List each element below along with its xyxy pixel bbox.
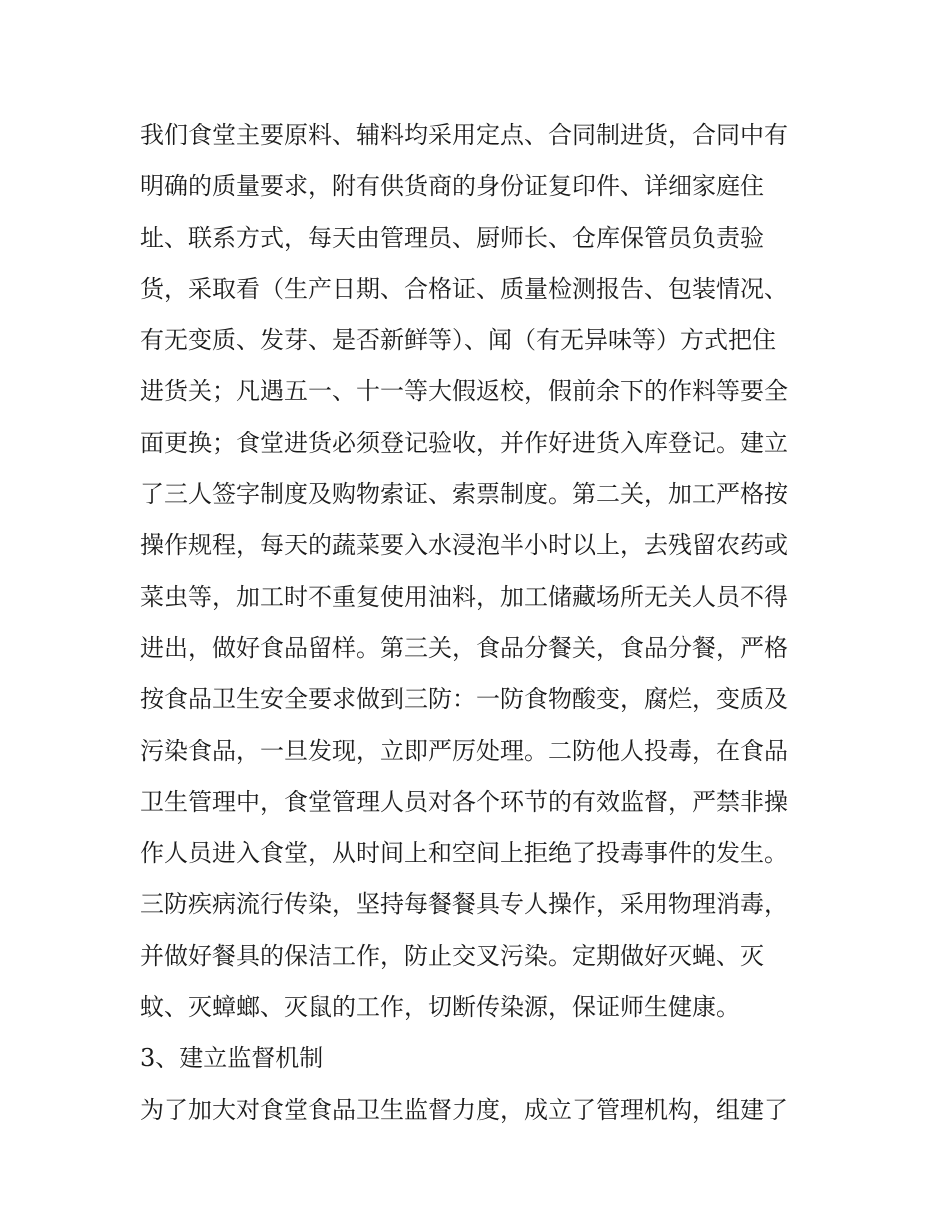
paragraph-line: 并做好餐具的保洁工作，防止交叉污染。定期做好灭蝇、灭	[140, 941, 764, 970]
paragraph-line: 污染食品，一旦发现，立即严厉处理。二防他人投毒，在食品	[140, 736, 788, 765]
paragraph-line: 址、联系方式，每天由管理员、厨师长、仓库保管员负责验	[140, 223, 764, 252]
paragraph-line: 三防疾病流行传染，坚持每餐餐具专人操作，采用物理消毒，	[140, 890, 788, 919]
paragraph-line: 卫生管理中，食堂管理人员对各个环节的有效监督，严禁非操	[140, 787, 788, 816]
paragraph-line: 进货关；凡遇五一、十一等大假返校，假前余下的作料等要全	[140, 377, 788, 406]
paragraph-line: 按食品卫生安全要求做到三防：一防食物酸变，腐烂，变质及	[140, 685, 788, 714]
section-heading: 3、建立监督机制	[140, 1044, 324, 1073]
paragraph-line: 面更换；食堂进货必须登记验收，并作好进货入库登记。建立	[140, 428, 788, 457]
paragraph-line: 为了加大对食堂食品卫生监督力度，成立了管理机构，组建了	[140, 1095, 788, 1124]
paragraph-line: 了三人签字制度及购物索证、索票制度。第二关，加工严格按	[140, 480, 788, 509]
paragraph-line: 货，采取看（生产日期、合格证、质量检测报告、包装情况、	[140, 274, 788, 303]
paragraph-line: 明确的质量要求，附有供货商的身份证复印件、详细家庭住	[140, 172, 764, 201]
paragraph-line: 菜虫等，加工时不重复使用油料，加工储藏场所无关人员不得	[140, 582, 788, 611]
paragraph-line: 蚊、灭蟑螂、灭鼠的工作，切断传染源，保证师生健康。	[140, 993, 740, 1022]
paragraph-line: 有无变质、发芽、是否新鲜等）、闻（有无异味等）方式把住	[140, 326, 776, 355]
paragraph-line: 我们食堂主要原料、辅料均采用定点、合同制进货，合同中有	[140, 121, 788, 149]
paragraph-line: 进出，做好食品留样。第三关，食品分餐关，食品分餐，严格	[140, 633, 788, 662]
document-body	[140, 110, 820, 1136]
paragraph-line: 操作规程，每天的蔬菜要入水浸泡半小时以上，去残留农药或	[140, 531, 788, 560]
paragraph-line: 作人员进入食堂，从时间上和空间上拒绝了投毒事件的发生。	[140, 839, 788, 868]
